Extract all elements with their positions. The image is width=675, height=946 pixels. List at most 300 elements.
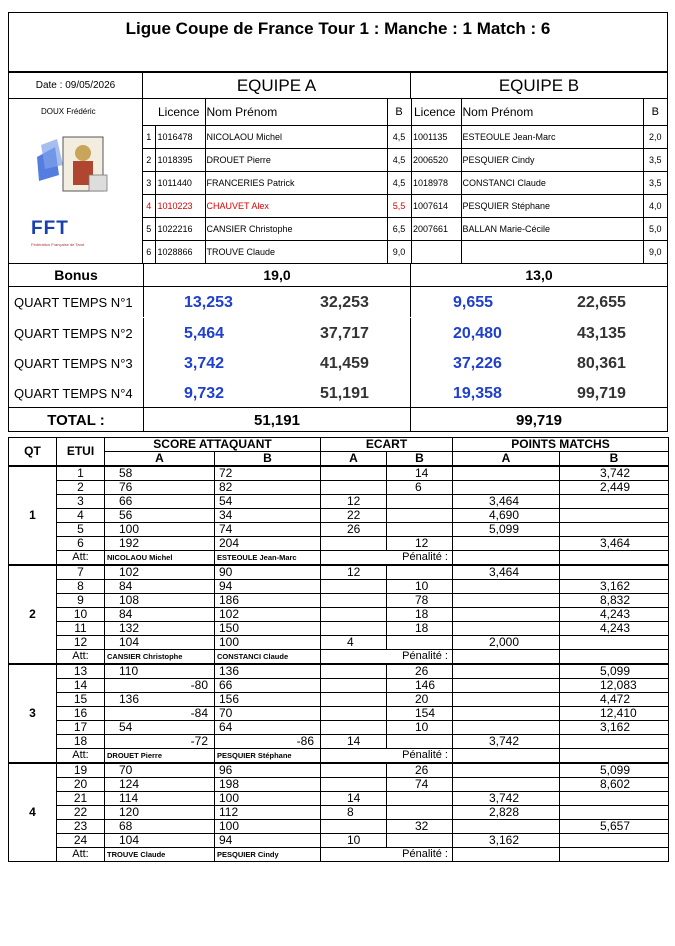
- player-row: [143, 217, 411, 240]
- penalty-label: Pénalité :: [321, 551, 453, 566]
- score-b: 70: [215, 707, 321, 721]
- team-b-quarter-points: 19,358: [453, 385, 502, 402]
- team-a-cumulative: 37,717: [320, 325, 369, 342]
- attacker-a-cell: [105, 749, 215, 764]
- attacker-b-cell: [215, 650, 321, 665]
- player-licence: 1028866: [155, 240, 205, 263]
- player-name: PESQUIER Stéphane: [461, 194, 643, 217]
- quarter-row: [9, 287, 667, 317]
- ecart-b: 20: [387, 693, 453, 707]
- att-label: Att:: [57, 551, 105, 566]
- team-b-column-headers: [411, 99, 667, 125]
- ecart-a: 26: [321, 523, 387, 537]
- team-a-quarter-cell: [143, 318, 411, 348]
- points-a: [453, 679, 560, 693]
- detail-row: [9, 537, 669, 551]
- player-number: 6: [143, 240, 155, 263]
- player-licence: 2007661: [411, 217, 461, 240]
- detail-row: [9, 834, 669, 848]
- score-a: -80: [105, 679, 215, 693]
- player-row: [143, 194, 411, 217]
- score-b: 100: [215, 820, 321, 834]
- attacker-row: [9, 650, 669, 665]
- score-a: 120: [105, 806, 215, 820]
- score-b: 66: [215, 679, 321, 693]
- player-b: 5,0: [643, 217, 667, 240]
- ecart-a: [321, 466, 387, 481]
- penalty-label: Pénalité :: [321, 848, 453, 862]
- ecart-a: [321, 693, 387, 707]
- player-licence: 1010223: [155, 194, 205, 217]
- score-a: 70: [105, 763, 215, 778]
- detail-row: [9, 792, 669, 806]
- etui-number: 24: [57, 834, 105, 848]
- ecart-b: 154: [387, 707, 453, 721]
- date-cell: [9, 73, 143, 99]
- etui-number: 6: [57, 537, 105, 551]
- points-b: 4,472: [560, 693, 669, 707]
- points-a: [453, 693, 560, 707]
- points-a: 3,464: [453, 495, 560, 509]
- etui-number: 14: [57, 679, 105, 693]
- detail-row: [9, 509, 669, 523]
- detail-row: [9, 778, 669, 792]
- penalty-label: Pénalité :: [321, 749, 453, 764]
- attacker-a: DROUET Pierre: [107, 751, 163, 760]
- quarter-label: QUART TEMPS N°2: [14, 325, 133, 341]
- team-b-quarter-cell: [411, 318, 667, 348]
- quarter-label-cell: [9, 348, 143, 378]
- penalty-a: [453, 551, 560, 566]
- player-b: 9,0: [387, 240, 411, 263]
- score-b: 136: [215, 664, 321, 679]
- score-a: 100: [105, 523, 215, 537]
- score-b: 204: [215, 537, 321, 551]
- score-a: 110: [105, 664, 215, 679]
- team-a-header: [143, 73, 411, 99]
- player-number: 5: [143, 217, 155, 240]
- detail-row: [9, 636, 669, 650]
- points-b: [560, 636, 669, 650]
- col-b: B: [643, 99, 667, 125]
- player-row: [143, 240, 411, 263]
- player-licence: 1022216: [155, 217, 205, 240]
- team-b-bonus: 13,0: [525, 267, 553, 283]
- etui-number: 8: [57, 580, 105, 594]
- ecart-a: [321, 820, 387, 834]
- points-a: 3,742: [453, 735, 560, 749]
- team-a-quarter-cell: [143, 378, 411, 408]
- player-number: 2: [143, 148, 155, 171]
- player-row: [411, 194, 667, 217]
- empty-cell: [143, 99, 155, 125]
- detail-row: [9, 679, 669, 693]
- points-a: 2,828: [453, 806, 560, 820]
- detail-row: [9, 721, 669, 735]
- ecart-b-header: B: [387, 452, 453, 467]
- points-b: 3,162: [560, 721, 669, 735]
- col-licence: Licence: [155, 99, 205, 125]
- etui-number: 17: [57, 721, 105, 735]
- attacker-a: CANSIER Christophe: [107, 652, 183, 661]
- ecart-a: [321, 763, 387, 778]
- ecart-a: [321, 608, 387, 622]
- detail-row: [9, 580, 669, 594]
- points-a: [453, 707, 560, 721]
- referee-name: DOUX Frédéric: [41, 106, 96, 116]
- player-row: [411, 125, 667, 148]
- points-a: 2,000: [453, 636, 560, 650]
- player-licence: 1016478: [155, 125, 205, 148]
- points-b: [560, 806, 669, 820]
- player-row: [411, 148, 667, 171]
- points-a: [453, 664, 560, 679]
- team-a-cumulative: 51,191: [320, 385, 369, 402]
- quarter-row: [9, 347, 667, 377]
- col-licence: Licence: [411, 99, 461, 125]
- points-b: 5,099: [560, 664, 669, 679]
- col-name: Nom Prénom: [205, 99, 387, 125]
- team-a-label: EQUIPE A: [236, 75, 317, 95]
- ecart-b: 32: [387, 820, 453, 834]
- score-a: 66: [105, 495, 215, 509]
- player-b: 5,5: [387, 194, 411, 217]
- team-a-total-cell: [143, 408, 411, 432]
- attacker-b-cell: [215, 551, 321, 566]
- quarter-label-cell: [9, 318, 143, 348]
- quarter-rows: [9, 287, 667, 407]
- page-title: Ligue Coupe de France Tour 1 : Manche : 1 Match : 6: [125, 19, 551, 38]
- player-name: [461, 240, 643, 263]
- score-b: 94: [215, 580, 321, 594]
- player-licence: 1007614: [411, 194, 461, 217]
- quarter-label: QUART TEMPS N°3: [14, 355, 133, 371]
- score-b: 102: [215, 608, 321, 622]
- fft-logo: [29, 135, 129, 225]
- points-b: [560, 735, 669, 749]
- detail-row: [9, 594, 669, 608]
- player-b: 3,5: [643, 148, 667, 171]
- player-number: 4: [143, 194, 155, 217]
- points-b-header: B: [560, 452, 669, 467]
- player-name: ESTEOULE Jean-Marc: [461, 125, 643, 148]
- attacker-b: ESTEOULE Jean-Marc: [217, 553, 297, 562]
- team-sheet: [8, 72, 668, 432]
- attacker-a-cell: [105, 551, 215, 566]
- team-b-quarter-points: 9,655: [453, 294, 494, 311]
- points-a: 5,099: [453, 523, 560, 537]
- team-a-bonus-cell: [143, 264, 411, 286]
- ecart-a: 8: [321, 806, 387, 820]
- score-a: -72: [105, 735, 215, 749]
- team-a-column-headers: [143, 99, 411, 125]
- score-b: 94: [215, 834, 321, 848]
- score-b: 90: [215, 565, 321, 580]
- team-a-quarter-points: 5,464: [184, 325, 225, 342]
- ecart-header: ECART: [321, 438, 453, 452]
- team-a-quarter-cell: [143, 287, 411, 317]
- player-row: [143, 171, 411, 194]
- attacker-a-cell: [105, 650, 215, 665]
- etui-number: 13: [57, 664, 105, 679]
- detail-row: [9, 495, 669, 509]
- player-name: CANSIER Christophe: [205, 217, 387, 240]
- points-b: [560, 834, 669, 848]
- points-a: [453, 820, 560, 834]
- points-header: POINTS MATCHS: [453, 438, 669, 452]
- detail-row: [9, 806, 669, 820]
- player-name: CONSTANCI Claude: [461, 171, 643, 194]
- player-licence: 1018395: [155, 148, 205, 171]
- ecart-b: 18: [387, 622, 453, 636]
- team-a-cumulative: 41,459: [320, 355, 369, 372]
- points-b: 12,083: [560, 679, 669, 693]
- total-row: [9, 407, 667, 431]
- points-b: 2,449: [560, 481, 669, 495]
- logo-area: [9, 123, 143, 263]
- detail-row: [9, 523, 669, 537]
- ecart-b: [387, 495, 453, 509]
- score-a: 104: [105, 834, 215, 848]
- score-b: 100: [215, 636, 321, 650]
- quarter-number: 1: [9, 466, 57, 565]
- etui-header: ETUI: [57, 438, 105, 467]
- score-b: 100: [215, 792, 321, 806]
- referee-cell: [9, 99, 143, 123]
- penalty-b: [560, 551, 669, 566]
- points-b: 5,657: [560, 820, 669, 834]
- ecart-a: 12: [321, 565, 387, 580]
- etui-number: 1: [57, 466, 105, 481]
- player-name: TROUVE Claude: [205, 240, 387, 263]
- points-b: [560, 792, 669, 806]
- detail-row: [9, 763, 669, 778]
- ecart-a: 22: [321, 509, 387, 523]
- team-b-cumulative: 99,719: [577, 385, 626, 402]
- detail-row: [9, 693, 669, 707]
- team-b-bonus-cell: [411, 264, 667, 286]
- points-b: 8,832: [560, 594, 669, 608]
- score-a: 104: [105, 636, 215, 650]
- page-title-box: [8, 12, 668, 72]
- quarter-label-cell: [9, 287, 143, 317]
- score-a: 76: [105, 481, 215, 495]
- ecart-a: [321, 721, 387, 735]
- points-b: 4,243: [560, 622, 669, 636]
- score-a: 132: [105, 622, 215, 636]
- team-a-bonus: 19,0: [263, 267, 291, 283]
- etui-number: 20: [57, 778, 105, 792]
- score-a: 114: [105, 792, 215, 806]
- points-a: [453, 608, 560, 622]
- ecart-a: 10: [321, 834, 387, 848]
- team-b-label: EQUIPE B: [498, 75, 580, 95]
- player-b: 4,0: [643, 194, 667, 217]
- points-b: [560, 509, 669, 523]
- team-a-quarter-points: 13,253: [184, 294, 233, 311]
- penalty-label: Pénalité :: [321, 650, 453, 665]
- etui-number: 16: [57, 707, 105, 721]
- player-name: DROUET Pierre: [205, 148, 387, 171]
- player-licence: 1011440: [155, 171, 205, 194]
- etui-number: 12: [57, 636, 105, 650]
- points-b: 12,410: [560, 707, 669, 721]
- team-b-quarter-cell: [411, 348, 667, 378]
- team-b-total-cell: [411, 408, 667, 432]
- attacker-a: NICOLAOU Michel: [107, 553, 173, 562]
- team-b-header: [411, 73, 667, 99]
- penalty-a: [453, 848, 560, 862]
- etui-number: 9: [57, 594, 105, 608]
- points-a: [453, 537, 560, 551]
- ecart-b: 74: [387, 778, 453, 792]
- player-licence: 1001135: [411, 125, 461, 148]
- player-row: [143, 148, 411, 171]
- score-b: 150: [215, 622, 321, 636]
- detail-row: [9, 707, 669, 721]
- team-b-quarter-points: 37,226: [453, 355, 502, 372]
- attacker-a: TROUVE Claude: [107, 850, 166, 859]
- penalty-a: [453, 650, 560, 665]
- quarter-label-cell: [9, 378, 143, 408]
- points-b: [560, 565, 669, 580]
- ecart-b: 78: [387, 594, 453, 608]
- attacker-b-cell: [215, 848, 321, 862]
- points-b: 5,099: [560, 763, 669, 778]
- attacker-b: PESQUIER Stéphane: [217, 751, 292, 760]
- player-row: [411, 240, 667, 263]
- quarter-number: 2: [9, 565, 57, 664]
- ecart-b: [387, 806, 453, 820]
- team-b-quarter-cell: [411, 287, 667, 317]
- score-a: 58: [105, 466, 215, 481]
- points-b: 3,162: [560, 580, 669, 594]
- score-a: 136: [105, 693, 215, 707]
- score-a: -84: [105, 707, 215, 721]
- penalty-a: [453, 749, 560, 764]
- attacker-row: [9, 551, 669, 566]
- ecart-a: 14: [321, 735, 387, 749]
- detail-header-row-1: [9, 438, 669, 452]
- points-b: 4,243: [560, 608, 669, 622]
- bonus-label-cell: [9, 264, 143, 286]
- score-a: 54: [105, 721, 215, 735]
- ecart-b: 14: [387, 466, 453, 481]
- logo-subtitle: Fédération Française de Tarot: [31, 242, 85, 247]
- ecart-b: [387, 523, 453, 537]
- score-b: 64: [215, 721, 321, 735]
- ecart-b: 10: [387, 580, 453, 594]
- attacker-row: [9, 848, 669, 862]
- bonus-row: [9, 263, 667, 287]
- ecart-a: [321, 664, 387, 679]
- ecart-b: 26: [387, 763, 453, 778]
- quarter-number: 4: [9, 763, 57, 862]
- points-a: [453, 481, 560, 495]
- ecart-a: [321, 707, 387, 721]
- col-b: B: [387, 99, 411, 125]
- points-a: [453, 466, 560, 481]
- penalty-b: [560, 650, 669, 665]
- ecart-a: [321, 622, 387, 636]
- points-a: 3,464: [453, 565, 560, 580]
- detail-header-row-2: [9, 452, 669, 467]
- ecart-b: 18: [387, 608, 453, 622]
- score-a: 124: [105, 778, 215, 792]
- player-name: PESQUIER Cindy: [461, 148, 643, 171]
- detail-row: [9, 466, 669, 481]
- score-a: 84: [105, 580, 215, 594]
- ecart-b: 6: [387, 481, 453, 495]
- attacker-a-cell: [105, 848, 215, 862]
- points-a: 4,690: [453, 509, 560, 523]
- team-b-quarter-cell: [411, 378, 667, 408]
- points-b: [560, 495, 669, 509]
- detail-row: [9, 622, 669, 636]
- team-b-players: [411, 99, 667, 264]
- team-a-players: [143, 99, 412, 264]
- logo-letters: [31, 218, 69, 240]
- ecart-a: 12: [321, 495, 387, 509]
- team-b-cumulative: 22,655: [577, 294, 626, 311]
- score-b: 112: [215, 806, 321, 820]
- player-b: 4,5: [387, 171, 411, 194]
- etui-number: 7: [57, 565, 105, 580]
- score-header: SCORE ATTAQUANT: [105, 438, 321, 452]
- ecart-b: [387, 834, 453, 848]
- ecart-a: [321, 481, 387, 495]
- score-b: 198: [215, 778, 321, 792]
- points-a: [453, 622, 560, 636]
- qt-header: QT: [9, 438, 57, 467]
- player-licence: 2006520: [411, 148, 461, 171]
- attacker-b-cell: [215, 749, 321, 764]
- total-label-cell: [9, 408, 143, 432]
- etui-number: 4: [57, 509, 105, 523]
- ecart-a: [321, 778, 387, 792]
- ecart-a: [321, 580, 387, 594]
- points-a: 3,162: [453, 834, 560, 848]
- team-a-quarter-cell: [143, 348, 411, 378]
- detail-row: [9, 664, 669, 679]
- team-a-quarter-points: 3,742: [184, 355, 225, 372]
- detail-table: [8, 437, 669, 862]
- points-a: [453, 721, 560, 735]
- ecart-b: 12: [387, 537, 453, 551]
- team-b-quarter-points: 20,480: [453, 325, 502, 342]
- points-a: [453, 580, 560, 594]
- ecart-b: 146: [387, 679, 453, 693]
- team-b-cumulative: 43,135: [577, 325, 626, 342]
- player-row: [411, 217, 667, 240]
- ecart-b: [387, 565, 453, 580]
- ecart-a: [321, 537, 387, 551]
- points-b: 3,742: [560, 466, 669, 481]
- score-b: 74: [215, 523, 321, 537]
- player-name: CHAUVET Alex: [205, 194, 387, 217]
- points-b: [560, 523, 669, 537]
- ecart-b: 26: [387, 664, 453, 679]
- ecart-b: 10: [387, 721, 453, 735]
- points-b: 3,464: [560, 537, 669, 551]
- etui-number: 22: [57, 806, 105, 820]
- etui-number: 23: [57, 820, 105, 834]
- player-name: NICOLAOU Michel: [205, 125, 387, 148]
- score-a-header: A: [105, 452, 215, 467]
- penalty-b: [560, 749, 669, 764]
- ecart-b: [387, 735, 453, 749]
- score-b-header: B: [215, 452, 321, 467]
